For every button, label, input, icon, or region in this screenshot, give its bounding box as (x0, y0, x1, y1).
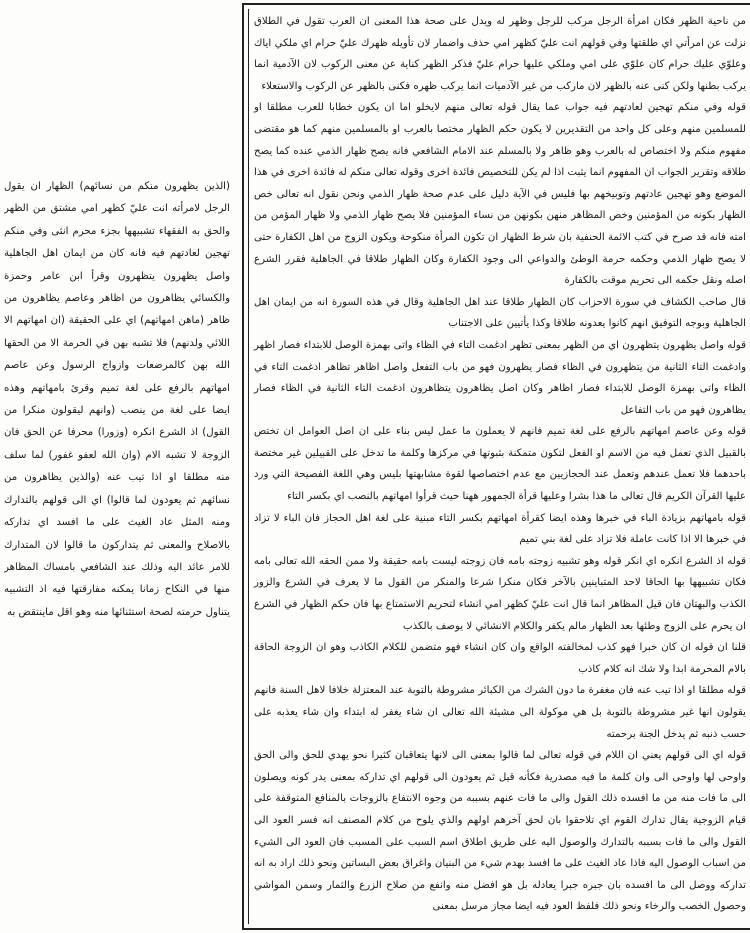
main-paragraph: قوله وعن عاصم امهاتهم بالرفع على لغة تميم فانهم لا يعملون ما عمل ليس بناء على ان اصل العوامل ان تختص بالقبيل الذي تعمل فيه من الاسم او الفعل لتكون متمكنة بثبوتها في مركزها وكلمة ما تدخل على القبيلين غير مختصة باحدهما فلا تعمل عندهم وتعمل عند الحجازيين مع عدم اختصاصها لقوة مشابهتها بليس وهي اللغة الفصيحة التي ورد عليها القرآن الكريم قال تعالى ما هذا بشرا وعليها قرأة الجمهور ههنا حيث قرأوا امهاتهم بالنصب اي بكسر التاء (254, 426, 746, 503)
main-paragraph: قال صاحب الكشاف في سورة الاحزاب كان الظهار طلاقا عند اهل الجاهلية وقال في هذه السورة انه من ايمان اهل الجاهلية وبوجه التوفيق انهم كانوا يعدونه طلاقا وكذا يأتيين على الاجتناب (254, 296, 746, 330)
main-paragraph: قوله اذ الشرع انكره اي انكر قوله وهو تشبيه زوجته بامه فان زوجته ليست بامه حقيقة ولا ممن الحقه الله تعالى بامه فكان تشبيهها بها الحاقا لاحد المتباينين بالآخر فكان منكرا شرعا والمنكر من القول ما لا يعرف في الشرع والزور الكذب والبهتان فان قيل المظاهر انما قال انت عليّ كظهر امي انشاء لتحريم الاستمتاع بها فان حكم الظهار في الشرع ان يحرم على الزوج وطئها بعد الظهار مالم يكفر والكلام الانشائي لا يوصف بالكذب (254, 555, 746, 632)
main-paragraph: قوله مطلقا او اذا تيب عنه فان مغفرة ما دون الشرك من الكبائر مشروطة بالتوبة عند المعتزلة خلافا لاهل السنة فانهم يقولون انها غير مشروطة بالتوبة بل هي موكولة الى مشيئة الله تعالى ان شاء يغفر له ابتداء وان شاء يعذبه على حسب ذنبه ثم يدخل الجنة برحمته (254, 685, 746, 740)
main-paragraph: قوله واصل يظهرون يتظهرون اي من الظهر بمعنى تظهر ادغمت التاء في الظاء واتى بهمزة الوصل للابتداء فصار اظهر وادغمت التاء الثانية من يتظهرون في الظاء فصار يظهرون فهو من باب التفعل واصل اظاهر تظاهر ادغمت التاء في الظاء واتى بهمزة الوصل للابتداء فصار اظاهر وكان اصل يظاهرون يتظاهرون ادغمت التاء الثانية في الظاء فصار يظاهرون فهو من باب التفاعل (254, 339, 746, 416)
main-paragraph: قوله اي الى قولهم يعني ان اللام في قوله تعالى لما قالوا بمعنى الى لانها يتعاقبان كثيرا نحو يهدي للحق والى الحق واوحى لها واوحى الى وان كلمة ما فيه مصدرية فكأنه قيل ثم يعودون الى قولهم اي تداركه بمعنى يدر كونه ويصلون الى ما فات منه من ما افسده ذلك القول والى ما فات عنهم بسببه من وجوه الانتفاع بالزوجات بالمنافع المتوقفة على قيام الزوجية يقال تدارك القوم اي تلاحقوا بان لحق آخرهم اولهم والذي يلوح من كلام المصنف انه فسر العود الى القول والى ما فات بسببه بالتدارك والوصول اليه على طريق اطلاق اسم السبب على المسبب فان العود الى الشيء من اسباب الوصول اليه فاذا عاد الغيث على ما افسد بهدم شيء من البنيان واغراق بعض البساتين ونحو ذلك اراد به انه تداركه ووصل الى ما افسده بان جبره جبرا يعادله بل هو افضل منه وانفع من صلاح الزرع والثمار وسمن المواشي وحصول الخصب والرخاء ونحو ذلك فلفظ العود فيه ايضا مجاز مرسل بمعنى (254, 750, 746, 913)
margin-tafsir-text (4, 176, 230, 756)
main-commentary-text (250, 11, 746, 926)
main-paragraph: من ناحية الظهر فكان امرأة الرجل مركب للرجل وظهر له ويدل على صحة هذا المعنى ان العرب تقول في الطلاق نزلت عن امرأتي اي طلقتها وفي قولهم انت عليّ كظهر امي حذف واضمار لان تأويله ظهرك عليّ حرام اي ملكي اياك وعلوّي عليك حرام كان علوّي على امي وملكي عليها حرام عليّ فذكر الظهر كناية عن معنى الركوب لان الآدمية انما يركب بطنها ولكن كنى عنه بالظهر لان ماركب من غير الآدميات انما يركب ظهره فكنى بالظهر عن الركوب والاستعلاء (254, 16, 746, 92)
main-commentary-frame (242, 3, 750, 930)
main-paragraph: قوله بامهاتهم بزيادة الباء في خبرها وهذه ايضا كقرأة امهاتهم بكسر التاء مبنية على لغة اهل الحجاز فان الباء لا تزاد في خبرها الا اذا كانت عاملة فلا تزاد على لغة بني تميم (254, 512, 746, 546)
main-paragraph: قلنا ان قوله ان كان خبرا فهو كذب لمخالفته الواقع وان كان انشاء فهو متضمن للكلام الكاذب وهو ان الزوجة الحاقة بالام المحرمة ابدا ولا شك انه كلام كاذب (254, 642, 746, 675)
margin-paragraph: (الذين يظهرون منكم من نسائهم) الظهار ان يقول الرجل لامرأته انت عليّ كظهر امي مشتق من الظهر والحق به الفقهاء تشبيهها بجزء محرم انثى وفي منكم تهجين لعادتهم فيه فانه كان من ايمان اهل الجاهلية واصل يظهرون يتظهرون وقرأ ابن عامر وحمزة والكسائي يظاهرون من اظاهر وعاصم يظاهرون من ظاهر (ماهن امهاتهم) اي على الحقيقة (ان امهاتهم الا اللائي ولدنهم) فلا تشبه بهن في الحرمة الا من الحقها الله بهن كالمرضعات وازواج الرسول وعن عاصم امهاتهم بالرفع على لغة تميم وقرئ بامهاتهم وهذه ايضا على لغة من ينصب (وانهم ليقولون منكرا من القول) اذ الشرع انكره (وزورا) محرفا عن الحق فان الزوجة لا تشبه الام (وان الله لعفو غفور) لما سلف منه مطلقا او اذا تيب عنه (والذين يظاهرون من نسائهم ثم يعودون لما قالوا) اي الى قولهم بالتدارك ومنه المثل عاد الغيث على ما افسد اي تداركه بالاصلاح والمعنى ثم يتداركون ما قالوا لان المتدارك للامر عائد اليه وذلك عند الشافعي بامساك المظاهر منها في النكاح زمانا يمكنه مفارقتها فيه اذ التشبيه يتناول حرمته لصحة استثنائها منه وهو اقل ماينتقض به (4, 181, 230, 618)
main-paragraph: قوله وفي منكم تهجين لعادتهم فيه جواب عما يقال قوله تعالى منهم لايخلو اما ان يكون خطابا للعرب مطلقا او للمسلمين منهم وعلى كل واحد من التقديرين لا يكون حكم الظهار مختصا بالعرب او بالمسلمين منهم كما هو مقتضى مفهوم منكم ولا اختصاص له بالعرب وهو ظاهر ولا بالمسلم عند الامام الشافعي فانه يصح ظهار الذمي عنده كما يصح طلاقه وتقرير الجواب ان المفهوم انما يثبت اذا لم يكن للتخصيص فائدة اخرى وقوله تعالى منكم له فائدة اخرى في هذا الموضع وهو تهجين عادتهم وتوبيخهم بها فليس في الآية دليل على عدم صحة ظهار الذمي ونحن نقول انه تعالى خص الظهار بكونه من المؤمنين وخص المظاهر منهن بكونهن من نساء المؤمنين فلا يصح ظهار الذمي ولا ظهار المؤمن من امته فانه قد صرح في كتب الائمة الحنفية بان شرط الظهار ان تكون المرأة منكوحة ويكون الزوج من اهل الكفارة حتى لا يصح ظهار الذمي وحكمه حرمة الوطئ والدواعي الى وجود الكفارة وكان الظهار طلاقا في الجاهلية فقرر الشرع اصله ونقل حكمه الى تحريم موقت بالكفارة (254, 102, 746, 287)
